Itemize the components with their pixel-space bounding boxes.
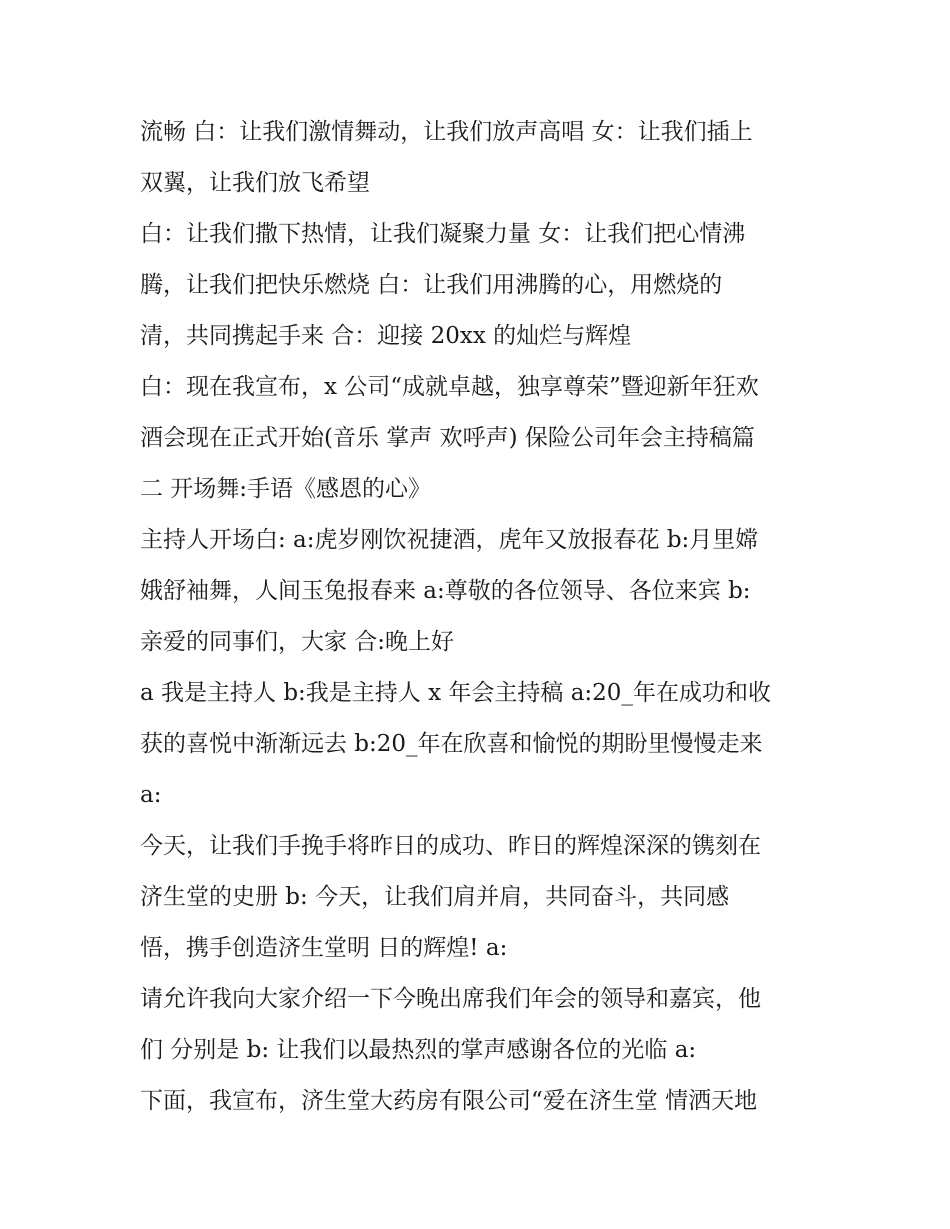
text-line: 白：让我们撒下热情，让我们凝聚力量 女：让我们把心情沸 <box>140 221 746 247</box>
text-line: 白：现在我宣布，x 公司“成就卓越，独享尊荣”暨迎新年狂欢 <box>140 374 759 400</box>
text-line: 双翼，让我们放飞希望 <box>140 170 370 196</box>
text-line: 酒会现在正式开始(音乐 掌声 欢呼声) 保险公司年会主持稿篇 <box>140 425 755 451</box>
text-line: 们 分别是 b: 让我们以最热烈的掌声感谢各位的光临 a: <box>140 1037 697 1063</box>
text-line: a: <box>140 782 162 808</box>
text-line: 流畅 白：让我们激情舞动，让我们放声高唱 女：让我们插上 <box>140 119 753 145</box>
text-line: 亲爱的同事们，大家 合:晚上好 <box>140 629 455 655</box>
text-line: 二 开场舞:手语《感恩的心》 <box>140 476 432 502</box>
text-line: 清，共同携起手来 合：迎接 20xx 的灿烂与辉煌 <box>140 323 632 349</box>
text-line: 济生堂的史册 b: 今天，让我们肩并肩，共同奋斗，共同感 <box>140 884 730 910</box>
text-line: 今天，让我们手挽手将昨日的成功、昨日的辉煌深深的镌刻在 <box>140 833 761 859</box>
text-line: 获的喜悦中渐渐远去 b:20_年在欣喜和愉悦的期盼里慢慢走来 <box>140 731 763 757</box>
text-line: 主持人开场白: a:虎岁刚饮祝捷酒，虎年又放报春花 b:月里嫦 <box>140 527 759 553</box>
text-line: 下面，我宣布，济生堂大药房有限公司“爱在济生堂 情洒天地 <box>140 1088 758 1114</box>
text-line: 请允许我向大家介绍一下今晚出席我们年会的领导和嘉宾，他 <box>140 986 761 1012</box>
text-line: 悟，携手创造济生堂明 日的辉煌! a: <box>140 935 508 961</box>
text-line: a 我是主持人 b:我是主持人 x 年会主持稿 a:20_年在成功和收 <box>140 680 771 706</box>
text-line: 娥舒袖舞，人间玉兔报春来 a:尊敬的各位领导、各位来宾 b: <box>140 578 751 604</box>
document-body-text <box>140 107 820 1127</box>
text-line: 腾，让我们把快乐燃烧 白：让我们用沸腾的心，用燃烧的 <box>140 272 723 298</box>
